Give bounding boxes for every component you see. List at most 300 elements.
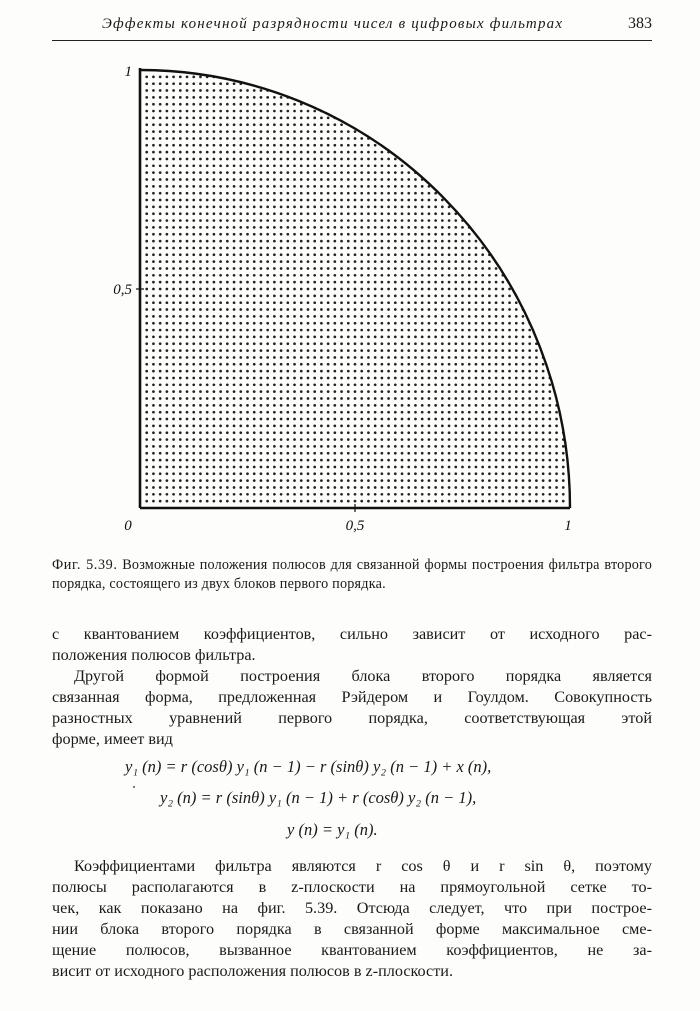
pole-dot — [508, 377, 511, 380]
pole-dot — [145, 267, 148, 270]
pole-dot — [515, 315, 518, 318]
pole-dot — [300, 452, 303, 455]
pole-dot — [407, 425, 410, 428]
pole-dot — [246, 103, 249, 106]
pole-dot — [313, 301, 316, 304]
pole-dot — [226, 411, 229, 414]
pole-dot — [333, 336, 336, 339]
pole-dot — [273, 301, 276, 304]
pole-dot — [347, 342, 350, 345]
pole-dot — [428, 288, 431, 291]
pole-dot — [387, 219, 390, 222]
pole-dot — [347, 472, 350, 475]
pole-dot — [152, 274, 155, 277]
pole-dot — [387, 233, 390, 236]
pole-dot — [421, 329, 424, 332]
pole-dot — [407, 212, 410, 215]
pole-dot — [266, 199, 269, 202]
pole-dot — [179, 472, 182, 475]
pole-dot — [266, 301, 269, 304]
pole-dot — [421, 199, 424, 202]
pole-dot — [354, 144, 357, 147]
pole-dot — [327, 219, 330, 222]
pole-dot — [145, 75, 148, 78]
pole-dot — [192, 151, 195, 154]
pole-dot — [280, 425, 283, 428]
pole-dot — [253, 144, 256, 147]
pole-dot — [327, 390, 330, 393]
pole-dot — [280, 472, 283, 475]
pole-dot — [280, 178, 283, 181]
pole-dot — [192, 349, 195, 352]
pole-dot — [219, 281, 222, 284]
pole-dot — [374, 281, 377, 284]
pole-dot — [414, 466, 417, 469]
pole-dot — [461, 445, 464, 448]
pole-dot — [219, 486, 222, 489]
pole-dot — [434, 342, 437, 345]
pole-dot — [501, 349, 504, 352]
pole-dot — [145, 425, 148, 428]
pole-dot — [374, 144, 377, 147]
pole-dot — [374, 349, 377, 352]
pole-dot — [226, 322, 229, 325]
pole-dot — [199, 96, 202, 99]
pole-dot — [145, 356, 148, 359]
pole-dot — [347, 438, 350, 441]
pole-dot — [528, 486, 531, 489]
pole-dot — [159, 144, 162, 147]
pole-dot — [199, 260, 202, 263]
pole-dot — [266, 459, 269, 462]
pole-dot — [313, 178, 316, 181]
paragraph-2 — [52, 666, 652, 750]
pole-dot — [166, 151, 169, 154]
pole-dot — [145, 336, 148, 339]
pole-dot — [219, 466, 222, 469]
pole-dot — [475, 342, 478, 345]
pole-dot — [441, 349, 444, 352]
pole-dot — [273, 260, 276, 263]
pole-dot — [239, 493, 242, 496]
pole-dot — [159, 260, 162, 263]
pole-dot — [233, 390, 236, 393]
pole-dot — [159, 472, 162, 475]
pole-dot — [226, 438, 229, 441]
pole-dot — [166, 123, 169, 126]
pole-dot — [461, 486, 464, 489]
pole-dot — [192, 315, 195, 318]
pole-dot — [266, 171, 269, 174]
pole-dot — [461, 342, 464, 345]
pole-dot — [327, 336, 330, 339]
pole-dot — [508, 342, 511, 345]
text-line: связанная форма, предложенная Рэйдером и Гоулдом. Совокупность — [52, 688, 652, 706]
pole-dot — [152, 329, 155, 332]
pole-dot — [421, 479, 424, 482]
pole-dot — [495, 397, 498, 400]
pole-dot — [145, 459, 148, 462]
pole-dot — [179, 158, 182, 161]
pole-dot — [407, 274, 410, 277]
pole-dot — [233, 349, 236, 352]
pole-dot — [441, 206, 444, 209]
pole-dot — [260, 96, 263, 99]
pole-dot — [333, 253, 336, 256]
pole-dot — [347, 212, 350, 215]
pole-dot — [152, 308, 155, 311]
pole-dot — [179, 260, 182, 263]
pole-dot — [327, 281, 330, 284]
pole-dot — [401, 185, 404, 188]
pole-dot — [448, 377, 451, 380]
pole-dot — [522, 377, 525, 380]
pole-dot — [501, 425, 504, 428]
pole-dot — [246, 322, 249, 325]
pole-dot — [528, 500, 531, 503]
pole-dot — [286, 158, 289, 161]
pole-dot — [542, 418, 545, 421]
pole-dot — [327, 404, 330, 407]
pole-dot — [266, 274, 269, 277]
pole-dot — [481, 390, 484, 393]
pole-dot — [501, 500, 504, 503]
pole-dot — [448, 390, 451, 393]
pole-dot — [428, 370, 431, 373]
pole-dot — [239, 466, 242, 469]
pole-dot — [233, 315, 236, 318]
pole-dot — [145, 212, 148, 215]
pole-dot — [434, 431, 437, 434]
pole-dot — [495, 377, 498, 380]
pole-dot — [488, 459, 491, 462]
pole-dot — [515, 411, 518, 414]
pole-dot — [159, 164, 162, 167]
pole-dot — [542, 370, 545, 373]
pole-dot — [286, 383, 289, 386]
pole-dot — [280, 144, 283, 147]
pole-dot — [461, 377, 464, 380]
pole-dot — [461, 267, 464, 270]
pole-dot — [508, 452, 511, 455]
pole-dot — [186, 117, 189, 120]
pole-dot — [246, 336, 249, 339]
pole-dot — [179, 322, 182, 325]
pole-dot — [394, 322, 397, 325]
pole-dot — [253, 452, 256, 455]
pole-dot — [300, 247, 303, 250]
pole-dot — [461, 336, 464, 339]
pole-dot — [428, 452, 431, 455]
pole-dot — [192, 253, 195, 256]
pole-dot — [448, 260, 451, 263]
pole-dot — [548, 404, 551, 407]
pole-dot — [199, 466, 202, 469]
pole-dot — [313, 308, 316, 311]
pole-dot — [407, 267, 410, 270]
pole-dot — [300, 151, 303, 154]
pole-dot — [313, 466, 316, 469]
pole-dot — [172, 336, 175, 339]
pole-dot — [172, 438, 175, 441]
pole-dot — [367, 479, 370, 482]
pole-dot — [481, 377, 484, 380]
pole-dot — [152, 260, 155, 263]
pole-dot — [159, 96, 162, 99]
pole-dot — [199, 356, 202, 359]
pole-dot — [354, 192, 357, 195]
pole-dot — [354, 493, 357, 496]
pole-dot — [179, 363, 182, 366]
pole-dot — [333, 425, 336, 428]
pole-dot — [239, 329, 242, 332]
pole-dot — [273, 240, 276, 243]
pole-dot — [340, 151, 343, 154]
pole-dot — [367, 445, 370, 448]
pole-dot — [374, 397, 377, 400]
pole-dot — [508, 431, 511, 434]
pole-dot — [454, 281, 457, 284]
pole-dot — [475, 281, 478, 284]
pole-dot — [213, 486, 216, 489]
pole-dot — [381, 418, 384, 421]
pole-dot — [354, 267, 357, 270]
pole-dot — [159, 185, 162, 188]
pole-dot — [333, 390, 336, 393]
pole-dot — [233, 288, 236, 291]
pole-dot — [186, 96, 189, 99]
pole-dot — [293, 199, 296, 202]
pole-dot — [300, 192, 303, 195]
pole-dot — [354, 431, 357, 434]
pole-dot — [555, 459, 558, 462]
pole-dot — [179, 486, 182, 489]
pole-dot — [260, 199, 263, 202]
pole-dot — [253, 185, 256, 188]
pole-dot — [246, 212, 249, 215]
pole-dot — [233, 164, 236, 167]
pole-dot — [260, 466, 263, 469]
pole-dot — [233, 260, 236, 263]
pole-dot — [260, 103, 263, 106]
pole-dot — [273, 117, 276, 120]
pole-dot — [448, 404, 451, 407]
pole-dot — [186, 199, 189, 202]
pole-dot — [246, 260, 249, 263]
pole-dot — [381, 479, 384, 482]
pole-dot — [152, 199, 155, 202]
pole-dot — [475, 336, 478, 339]
pole-dot — [300, 390, 303, 393]
pole-dot — [145, 178, 148, 181]
pole-dot — [481, 349, 484, 352]
pole-dot — [327, 445, 330, 448]
pole-dot — [367, 356, 370, 359]
pole-dot — [333, 329, 336, 332]
pole-dot — [233, 281, 236, 284]
pole-dot — [434, 253, 437, 256]
pole-dot — [394, 418, 397, 421]
pole-dot — [266, 411, 269, 414]
pole-dot — [542, 459, 545, 462]
pole-dot — [219, 418, 222, 421]
pole-dot — [501, 377, 504, 380]
pole-dot — [340, 500, 343, 503]
pole-dot — [454, 308, 457, 311]
pole-dot — [266, 397, 269, 400]
pole-dot — [166, 329, 169, 332]
pole-dot — [414, 226, 417, 229]
pole-dot — [448, 466, 451, 469]
pole-dot — [394, 164, 397, 167]
pole-dot — [286, 281, 289, 284]
pole-dot — [219, 253, 222, 256]
pole-dot — [454, 349, 457, 352]
pole-dot — [260, 233, 263, 236]
pole-dot — [327, 315, 330, 318]
pole-dot — [206, 253, 209, 256]
pole-dot — [186, 178, 189, 181]
pole-dot — [333, 356, 336, 359]
pole-dot — [387, 363, 390, 366]
pole-dot — [233, 274, 236, 277]
pole-dot — [172, 206, 175, 209]
pole-dot — [260, 171, 263, 174]
pole-dot — [340, 212, 343, 215]
pole-dot — [152, 130, 155, 133]
pole-dot — [166, 425, 169, 428]
pole-dot — [166, 247, 169, 250]
paragraph-3 — [52, 856, 652, 982]
pole-dot — [488, 404, 491, 407]
pole-dot — [239, 103, 242, 106]
pole-dot — [300, 226, 303, 229]
pole-dot — [286, 336, 289, 339]
pole-dot — [213, 377, 216, 380]
pole-dot — [239, 171, 242, 174]
pole-dot — [360, 383, 363, 386]
pole-dot — [381, 425, 384, 428]
pole-dot — [280, 308, 283, 311]
pole-dot — [401, 356, 404, 359]
pole-dot — [367, 383, 370, 386]
pole-dot — [387, 247, 390, 250]
pole-dot — [293, 260, 296, 263]
pole-dot — [333, 206, 336, 209]
pole-dot — [448, 500, 451, 503]
pole-dot — [394, 404, 397, 407]
pole-dot — [421, 493, 424, 496]
pole-dot — [374, 247, 377, 250]
pole-dot — [286, 274, 289, 277]
pole-dot — [239, 431, 242, 434]
pole-dot — [441, 479, 444, 482]
pole-dot — [387, 383, 390, 386]
pole-dot — [246, 363, 249, 366]
pole-dot — [360, 301, 363, 304]
pole-dot — [145, 164, 148, 167]
pole-dot — [387, 226, 390, 229]
pole-dot — [374, 329, 377, 332]
pole-dot — [340, 336, 343, 339]
pole-dot — [213, 452, 216, 455]
pole-dot — [253, 301, 256, 304]
pole-dot — [233, 233, 236, 236]
pole-dot — [508, 356, 511, 359]
pole-dot — [548, 425, 551, 428]
pole-dot — [522, 349, 525, 352]
pole-dot — [333, 212, 336, 215]
pole-dot — [273, 103, 276, 106]
pole-dot — [219, 493, 222, 496]
pole-dot — [360, 253, 363, 256]
pole-dot — [246, 151, 249, 154]
pole-dot — [394, 281, 397, 284]
pole-dot — [266, 117, 269, 120]
pole-dot — [213, 89, 216, 92]
pole-dot — [226, 192, 229, 195]
pole-dot — [172, 171, 175, 174]
pole-dot — [327, 199, 330, 202]
pole-dot — [145, 472, 148, 475]
pole-dot — [327, 418, 330, 421]
pole-dot — [421, 185, 424, 188]
pole-dot — [401, 219, 404, 222]
pole-dot — [515, 301, 518, 304]
pole-dot — [273, 308, 276, 311]
pole-dot — [428, 493, 431, 496]
pole-dot — [199, 438, 202, 441]
pole-dot — [367, 342, 370, 345]
pole-dot — [159, 233, 162, 236]
pole-dot — [468, 459, 471, 462]
pole-dot — [434, 452, 437, 455]
pole-dot — [461, 356, 464, 359]
pole-dot — [441, 240, 444, 243]
pole-dot — [535, 479, 538, 482]
pole-dot — [555, 479, 558, 482]
pole-dot — [454, 377, 457, 380]
pole-dot — [213, 117, 216, 120]
pole-dot — [280, 363, 283, 366]
pole-dot — [166, 240, 169, 243]
pole-dot — [381, 226, 384, 229]
pole-dot — [515, 493, 518, 496]
text-line: Другой формой построения блока второго порядка является — [74, 667, 652, 685]
pole-dot — [280, 349, 283, 352]
pole-dot — [394, 431, 397, 434]
pole-dot — [421, 404, 424, 407]
pole-dot — [454, 431, 457, 434]
pole-dot — [266, 493, 269, 496]
pole-dot — [441, 281, 444, 284]
pole-dot — [454, 397, 457, 400]
pole-dot — [273, 383, 276, 386]
pole-dot — [407, 308, 410, 311]
pole-dot — [367, 315, 370, 318]
pole-dot — [286, 110, 289, 113]
pole-dot — [401, 479, 404, 482]
pole-dot — [300, 445, 303, 448]
pole-dot — [239, 89, 242, 92]
pole-dot — [347, 370, 350, 373]
pole-dot — [246, 500, 249, 503]
pole-dot — [192, 240, 195, 243]
pole-dot — [186, 82, 189, 85]
pole-dot — [253, 404, 256, 407]
pole-dot — [381, 301, 384, 304]
pole-dot — [172, 390, 175, 393]
